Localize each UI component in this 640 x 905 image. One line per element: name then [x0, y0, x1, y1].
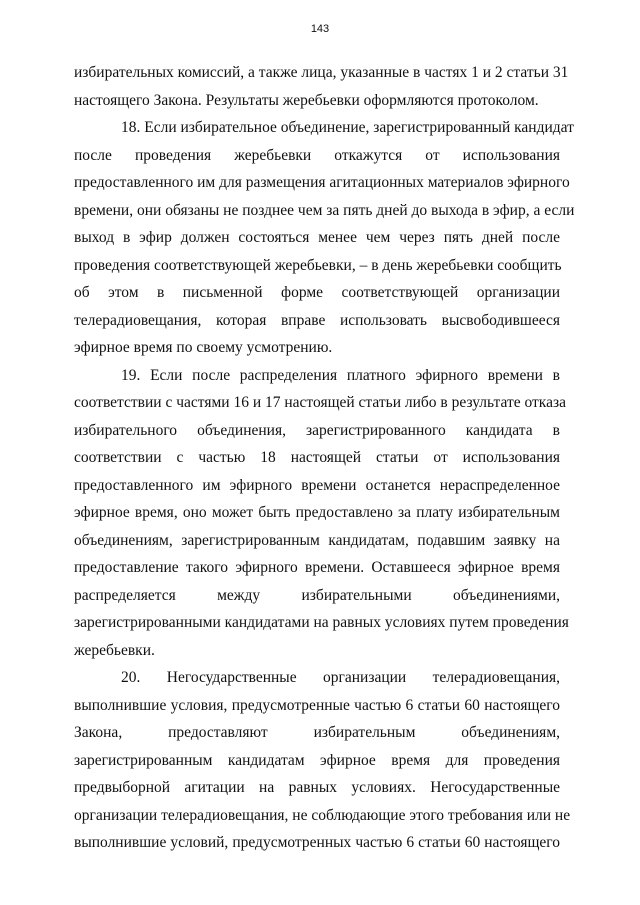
text-line: 20. Негосударственные организации телерадиовещания, [121, 669, 560, 686]
paragraph-19 [74, 362, 569, 665]
text-line: телерадиовещания, которая вправе использовать высвободившееся [74, 311, 560, 329]
text-line: объединениям, зарегистрированным кандидатам, подавшим заявку на [74, 531, 560, 549]
text-line: эфирное время по своему усмотрению. [74, 339, 333, 356]
text-line: времени, они обязаны не позднее чем за пять дней до выхода в эфир, а если [74, 201, 575, 219]
text-line: 19. Если после распределения платного эфирного времени в [121, 366, 560, 384]
text-line: избирательного объединения, зарегистрированного кандидата в [74, 421, 560, 439]
text-line: настоящего Закона. Результаты жеребьевки оформляются протоколом. [74, 91, 539, 109]
text-line: избирательных комиссий, а также лица, указанные в частях 1 и 2 статьи 31 [74, 64, 569, 81]
paragraph-20 [74, 664, 571, 857]
page-number: 143 [310, 23, 330, 35]
text-line: распределяется между избирательными объединениями, [74, 586, 560, 604]
text-line: предвыборной агитации на равных условиях. Негосударственные [74, 779, 560, 796]
text-line: об этом в письменной форме соответствующей организации [74, 284, 560, 301]
text-line: соответствии с частями 16 и 17 настоящей статьи либо в результате отказа [74, 394, 566, 411]
text-line: Закона, предоставляют избирательным объединениям, [74, 724, 560, 741]
text-line: зарегистрированными кандидатами на равных условиях путем проведения [74, 614, 569, 631]
text-line: зарегистрированным кандидатам эфирное время для проведения [74, 751, 560, 769]
document-body [74, 59, 575, 857]
text-line: после проведения жеребьевки откажутся от использования [74, 146, 560, 164]
text-line: выполнившие условия, предусмотренные частью 6 статьи 60 настоящего [74, 696, 560, 714]
text-line: предоставленного им эфирного времени останется нераспределенное [74, 476, 560, 494]
text-line: проведения соответствующей жеребьевки, – в день жеребьевки сообщить [74, 256, 562, 274]
paragraph-continuation [74, 59, 569, 114]
text-line: 18. Если избирательное объединение, зарегистрированный кандидат [121, 119, 574, 136]
text-line: предоставление такого эфирного времени. Оставшееся эфирное время [74, 559, 560, 576]
text-line: организации телерадиовещания, не соблюдающие этого требования или не [74, 806, 571, 824]
text-line: выполнившие условий, предусмотренных частью 6 статьи 60 настоящего [74, 834, 560, 851]
text-line: предоставленного им для размещения агитационных материалов эфирного [74, 174, 570, 191]
text-line: эфирное время, оно может быть предоставлено за плату избирательным [74, 504, 560, 521]
paragraph-18 [74, 114, 575, 362]
text-line: выход в эфир должен состояться менее чем через пять дней после [74, 229, 560, 246]
text-line: соответствии с частью 18 настоящей статьи от использования [74, 449, 560, 466]
text-line: жеребьевки. [74, 641, 155, 659]
